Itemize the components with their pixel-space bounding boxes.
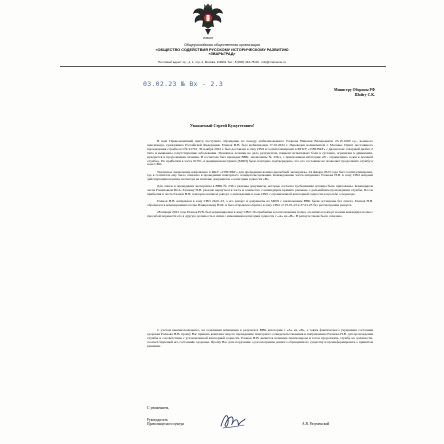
handwritten-signature-icon: [218, 410, 248, 432]
signatory-role: [147, 418, 184, 427]
body-paragraph: Еханов Н.В. направлен в зону СВО 26.01.23, а его рапорт и документы из МПП с заключением ВВК были оставлены без ответа. Еханов Н.В. обращался к командованию полка Панкратьеву Н.М. и был отправлен обратно в зону СВО от 25.01.23 и 27.01.23 без рассмотрения рапорта.: [147, 199, 373, 208]
org-header-line-1: Общероссийская общественная организация: [184, 43, 260, 47]
body-paragraph: С учетом вышеизложенного, на основании изменения в результате ВВК категории с «А» на «В», а также фактического ухудшения состояния здоровья Еханова Н.В. прошу Вас принять комплекс мер по проведению повторного освидетельствования и направлению Еханова Н.В. для прохождения службы в соответствии с установленной категорией годности. Еханов Н.В. является военным пенсионером и готов продолжить службу на должности, соответствующей его состоянию здоровья. Прошу Вас дать поручение о рассмотрении данного обращения по существу и проинформировать о принятом решении.: [147, 328, 373, 348]
emblem-caption: ИЗБОР: [203, 36, 214, 40]
letter-body-request: [147, 329, 373, 349]
signatory-role-line-1: Руководитель: [147, 418, 168, 422]
org-header-line-2: «ОБЩЕСТВО СОДЕЙСТВИЯ РУССКОМУ ИСТОРИЧЕСКОМУ РАЗВИТИЮ: [155, 47, 289, 52]
body-paragraph: Указанное заключение направлено в ФКУ «1586 ВКГ» для проведения военно-врачебной экспертизы. 24 января 2023 года был госпитализирован, где в госпитале ему было отказано в проведении повторного освидетельствования. Командование части направило Еханова Н.В. в зону СВО вопреки действующим нормам, несмотря на наличие документов о категории годности «В».: [147, 169, 373, 182]
org-header-line-3: «ЗВАРЬГРАД»: [208, 52, 236, 56]
double-headed-eagle-emblem-icon: [191, 3, 225, 36]
letter-body: [147, 140, 373, 222]
closing-phrase: С уважением,: [147, 406, 170, 410]
signatory-name: А.В. Разуменский: [302, 422, 330, 426]
greeting: Уважаемый Сергей Кужугетович!: [189, 123, 255, 128]
addressee-line-2: Шойгу С.К.: [354, 92, 375, 97]
registration-stamp: 03.02.23 № Вх - 2.3: [143, 80, 224, 88]
signatory-role-line-2: Правозащитного центра: [147, 422, 184, 427]
addressee-line-1: Министру Обороны РФ: [334, 88, 375, 92]
addressee-block: [305, 88, 375, 97]
body-paragraph: 28 января 2023 года Еханов Н.В. был командирован в зону СВО. По прибытии в расположение полка, он написал рапорт на имя командира полка с просьбой перевести его в другую должность в связи с изменением категории годности с «А» на «В». В рапорте также было отказано.: [147, 210, 373, 219]
header-divider: [60, 66, 386, 67]
org-header: [90, 43, 354, 57]
body-paragraph: В наш Правозащитный центр поступило обращение по поводу мобилизованного Еханова Николая Валерьевича 25.10.1969 г.р., военного пенсионера, гражданина Российской Федерации. Еханов Н.В. был мобилизован 17.10.2022 г. Переведен военкоматом г. Москвы. Пункт постоянного прохождения службы в/ч № 91701. 30 ноября 2022 г. был доставлен в зону СВО и госпитализирован в ФГКУ «1586 ВКГ» с диагнозом: сахарный диабет 2 типа и выявлены сопутствующие заболевания. Указанное лечение не дало результатов, пациент испытывает боли в суставах, ограничен в движениях, нуждается в продолжении лечения. В госпитале был проведен ВВК, заключение № 236-з, с присвоением категории «В - ограниченно годен к военной службе». По прибытии в часть 91701, в медицинском пункте (МПП) было повторно подтверждено, что его состояние не позволяет продолжить службу в зоне СВО.: [147, 139, 373, 167]
org-contacts: Почтовый адрес: пр., д. 1, стр. 2, Москва, 119991 Тел.: 8 (800) 444-78-09 · info@znamenie.ru: [158, 60, 286, 64]
body-paragraph: Для отказа в проведении экспертизы в ВВК № 236-з указаны документы, которые согласно требованиям должны быть приложены. Командиром части Романовым Ю.А. Еханову Н.В. указано вернуться в часть и совместно с командиром принять решение о дальнейшем прохождении службы. После прибытия в часть Еханов Н.В. повторно написал рапорт о нахождении в зоне СВО с ограниченной категорией годности и просьбе о переводе.: [147, 184, 373, 197]
